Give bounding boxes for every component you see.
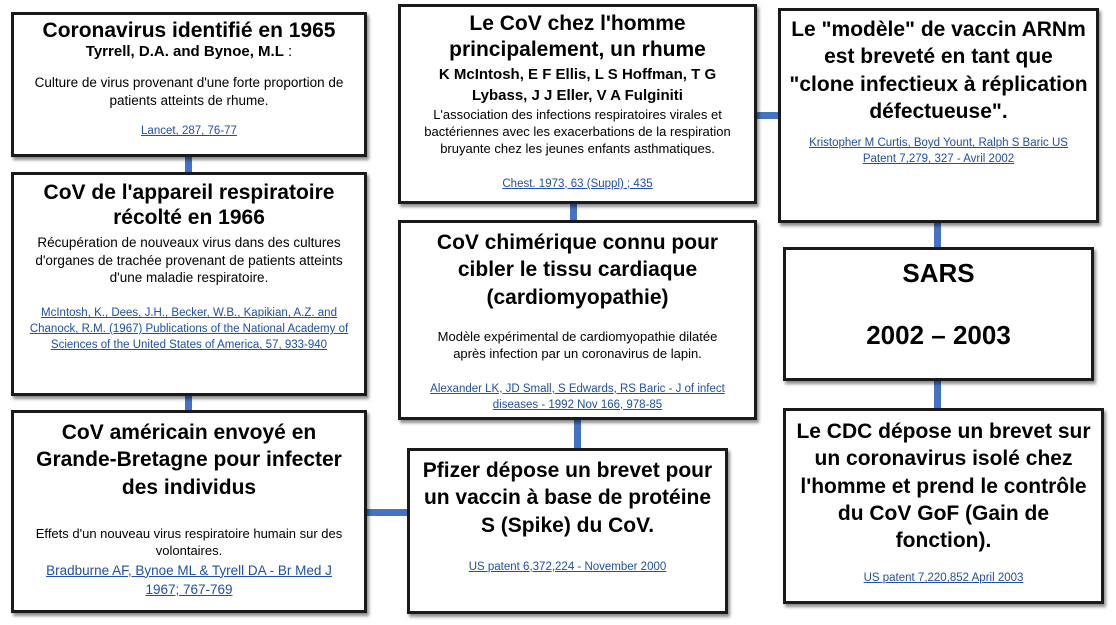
box-title: Le "modèle" de vaccin ARNm est breveté en tant que "clone infectieux à réplication défectueuse". <box>789 18 1088 123</box>
box-reference-link[interactable]: Lancet, 287, 76-77 <box>141 125 237 138</box>
timeline-box-1992 <box>398 220 757 420</box>
box-reference-link[interactable]: Chest. 1973, 63 (Suppl) ; 435 <box>502 177 653 190</box>
box-reference-link[interactable]: US patent 6,372,224 - November 2000 <box>468 560 667 573</box>
box-description: Récupération de nouveaux virus dans des cultures d'organes de trachée provenant de patients atteints d'une maladie respiratoire. <box>35 235 343 286</box>
connector-b4-b5 <box>570 202 577 222</box>
connector-b3-b6 <box>365 509 410 516</box>
box-description: Effets d'un nouveau virus respiratoire humain sur des volontaires. <box>35 525 343 558</box>
timeline-box-sars <box>783 247 1094 381</box>
box-authors: Tyrrell, D.A. and Bynoe, M.L <box>85 43 284 61</box>
connector-b1-b2 <box>185 155 192 173</box>
timeline-box-mrna-patent <box>778 8 1099 223</box>
box-reference-link[interactable]: McIntosh, K., Dees, J.H., Becker, W.B., Kapikian, A.Z. and Chanock, R.M. (1967) Publications of the National Academy of Sciences of the United States of America, 57, 933-940 <box>29 307 349 352</box>
connector-b4-b7 <box>756 112 780 119</box>
box-title: Coronavirus identifié en 1965 <box>42 19 336 42</box>
timeline-box-uk-volunteers <box>11 410 367 613</box>
box-title: SARS <box>902 258 975 288</box>
box-authors-suffix: : <box>283 43 293 61</box>
box-title: Pfizer dépose un brevet pour un vaccin à base de protéine S (Spike) du CoV. <box>422 459 713 537</box>
timeline-box-1966 <box>11 172 367 396</box>
box-description: Modèle expérimental de cardiomyopathie dilatée après infection par un coronavirus de lapin. <box>437 328 718 361</box>
box-reference-link[interactable]: Bradburne AF, Bynoe ML & Tyrell DA - Br Med J 1967; 767-769 <box>46 562 332 597</box>
box-reference-link[interactable]: Kristopher M Curtis, Boyd Yount, Ralph S Baric US Patent 7,279, 327 - Avril 2002 <box>809 137 1068 166</box>
box-authors: K McIntosh, E F Ellis, L S Hoffman, T G Lybass, J J Eller, V A Fulginiti <box>438 65 717 105</box>
box-title: Le CDC dépose un brevet sur un coronavirus isolé chez l'homme et prend le contrôle du CoV GoF (Gain de fonction). <box>796 420 1091 553</box>
timeline-box-1965 <box>11 12 367 157</box>
box-reference-link[interactable]: US patent 7,220,852 April 2003 <box>863 572 1024 585</box>
connector-b7-b8 <box>934 221 941 249</box>
box-reference-link[interactable]: Alexander LK, JD Small, S Edwards, RS Baric - J of infect diseases - 1992 Nov 166, 978-85 <box>430 382 725 411</box>
box-title: Le CoV chez l'homme principalement, un rhume <box>449 12 706 62</box>
connector-b8-b9 <box>934 379 941 410</box>
timeline-box-1973 <box>398 4 757 204</box>
box-title: CoV américain envoyé en Grande-Bretagne pour infecter des individus <box>36 421 342 499</box>
timeline-box-cdc-patent <box>783 408 1104 604</box>
box-years: 2002 – 2003 <box>866 319 1011 350</box>
box-title: CoV de l'appareil respiratoire récolté en 1966 <box>43 181 335 230</box>
box-title: CoV chimérique connu pour cibler le tissu cardiaque (cardiomyopathie) <box>436 231 719 309</box>
box-authors-line <box>14 43 364 60</box>
box-description: L'association des infections respiratoires virales et bactériennes avec les exacerbations de la respiration bruyante chez les jeunes enfants asthmatiques. <box>424 107 731 156</box>
connector-b5-b6 <box>574 418 581 451</box>
timeline-box-pfizer-patent <box>407 448 728 614</box>
box-description: Culture de virus provenant d'une forte proportion de patients atteints de rhume. <box>34 75 344 108</box>
